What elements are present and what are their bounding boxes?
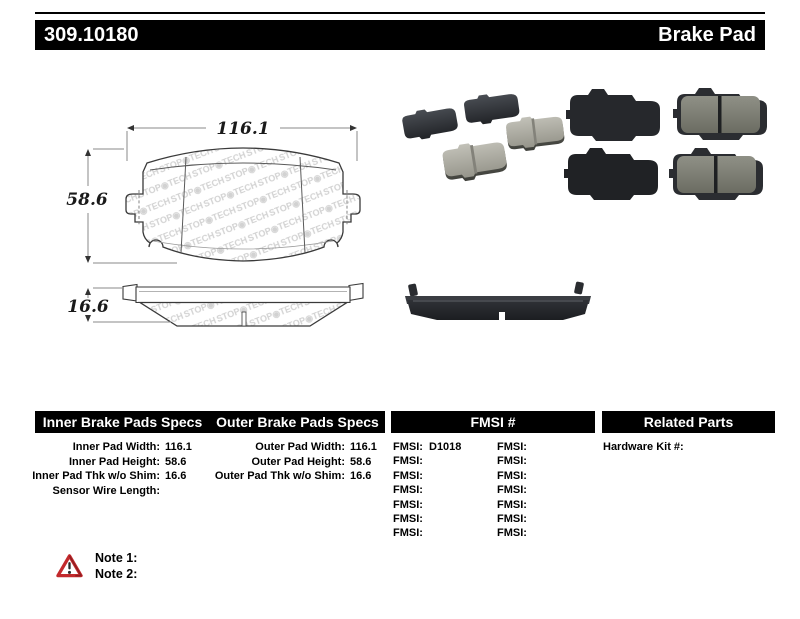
fmsi-value [429, 526, 497, 540]
technical-drawing [25, 85, 395, 350]
fmsi-label: FMSI: [497, 469, 527, 482]
side-photo-left-tab [408, 283, 418, 296]
pad-photo-side [393, 270, 603, 342]
pad-photo-back-2 [463, 90, 521, 126]
spec-label: Sensor Wire Length: [52, 484, 160, 497]
fmsi-label: FMSI: [393, 484, 423, 497]
table-row [393, 512, 595, 526]
table-row [393, 498, 595, 512]
spec-label: Inner Pad Thk w/o Shim: [32, 470, 160, 482]
fmsi-label: FMSI: [497, 455, 527, 468]
spec-label: Inner Pad Width: [72, 441, 160, 453]
fmsi-label: FMSI: [393, 498, 423, 511]
fmsi-table [393, 440, 595, 541]
fmsi-value [429, 512, 497, 526]
table-row [30, 455, 210, 470]
spec-label: Inner Pad Height: [68, 455, 160, 468]
fmsi-value [535, 526, 593, 540]
pad-front-outline [126, 148, 360, 261]
related-title: Related Parts [643, 414, 734, 430]
pad-side-view [123, 284, 363, 327]
pad-photo-friction-2 [505, 113, 565, 153]
fmsi-value [429, 483, 497, 497]
fmsi-label: FMSI: [497, 484, 527, 497]
table-row [30, 484, 210, 499]
spec-value: 116.1 [350, 441, 377, 453]
related-header-bar [602, 411, 775, 433]
title-bar [35, 20, 765, 50]
fmsi-value [535, 469, 593, 483]
related-label: Hardware Kit #: [603, 441, 684, 453]
thickness-dim-label: 16.6 [67, 297, 109, 317]
fmsi-value [429, 469, 497, 483]
pad-photo-friction-1 [441, 138, 508, 184]
table-row [393, 454, 595, 468]
warning-icon [56, 553, 83, 579]
height-dim-label: 58.6 [66, 190, 108, 210]
fmsi-label: FMSI: [393, 469, 423, 482]
spec-label: Outer Pad Thk w/o Shim: [214, 470, 345, 482]
width-dim-label: 116.1 [216, 119, 270, 139]
table-row [603, 440, 775, 455]
spec-value: 116.1 [165, 441, 192, 453]
table-row [30, 440, 210, 455]
inner-specs-title: Inner Brake Pads Specs [42, 414, 203, 430]
table-row [210, 469, 390, 484]
outer-specs-table [210, 440, 390, 484]
notes-section [95, 551, 142, 582]
fmsi-value [535, 454, 593, 468]
pads-photo-perspective [393, 86, 568, 198]
side-left-tab [123, 285, 137, 302]
note-line [95, 551, 142, 567]
spec-value: 58.6 [350, 455, 372, 468]
fmsi-value [429, 498, 497, 512]
side-center-slot [242, 312, 246, 326]
flat-photo-back-1 [566, 89, 660, 141]
fmsi-label: FMSI: [497, 441, 527, 453]
fmsi-value [535, 483, 593, 497]
table-row [210, 440, 390, 455]
fmsi-label: FMSI: [393, 455, 423, 468]
product-name: Brake Pad [658, 23, 756, 46]
note-line [95, 567, 142, 583]
fmsi-value [535, 440, 593, 454]
fmsi-label: FMSI: [393, 441, 423, 453]
specs-header-bar [35, 411, 385, 433]
fmsi-value [429, 454, 497, 468]
table-row [210, 455, 390, 470]
related-parts-table [603, 440, 775, 455]
top-rule [35, 12, 765, 14]
pad-photo-back-1 [401, 104, 459, 142]
table-row [30, 469, 210, 484]
spec-value: 16.6 [165, 470, 187, 482]
side-right-tab [349, 284, 363, 301]
note-label: Note 2: [95, 566, 138, 581]
table-row [393, 526, 595, 540]
spec-label: Outer Pad Width: [255, 441, 345, 453]
fmsi-header-bar [391, 411, 595, 433]
side-backing-plate [136, 287, 350, 303]
spec-value: 58.6 [165, 455, 187, 468]
fmsi-label: FMSI: [497, 498, 527, 511]
flat-photo-back-2 [564, 148, 658, 200]
flat-photo-friction-1 [673, 88, 767, 140]
table-row [393, 469, 595, 483]
spec-label: Outer Pad Height: [251, 455, 345, 468]
table-row [393, 440, 595, 454]
note-label: Note 1: [95, 551, 138, 565]
fmsi-value [535, 512, 593, 526]
fmsi-label: FMSI: [497, 527, 527, 540]
fmsi-title: FMSI # [470, 414, 516, 430]
fmsi-label: FMSI: [497, 513, 527, 526]
table-row [393, 483, 595, 497]
side-photo-right-tab [574, 281, 584, 294]
fmsi-value: D1018 [429, 441, 462, 453]
outer-specs-title: Outer Brake Pads Specs [216, 414, 379, 430]
pads-photo-flat [563, 84, 775, 206]
spec-value: 16.6 [350, 470, 372, 482]
fmsi-value [535, 498, 593, 512]
side-photo-body [407, 300, 589, 320]
part-number: 309.10180 [44, 23, 139, 46]
flat-photo-friction-2 [669, 148, 763, 200]
pad-front-view [126, 148, 360, 261]
fmsi-label: FMSI: [393, 513, 423, 526]
fmsi-label: FMSI: [393, 527, 423, 540]
inner-specs-table [30, 440, 210, 498]
